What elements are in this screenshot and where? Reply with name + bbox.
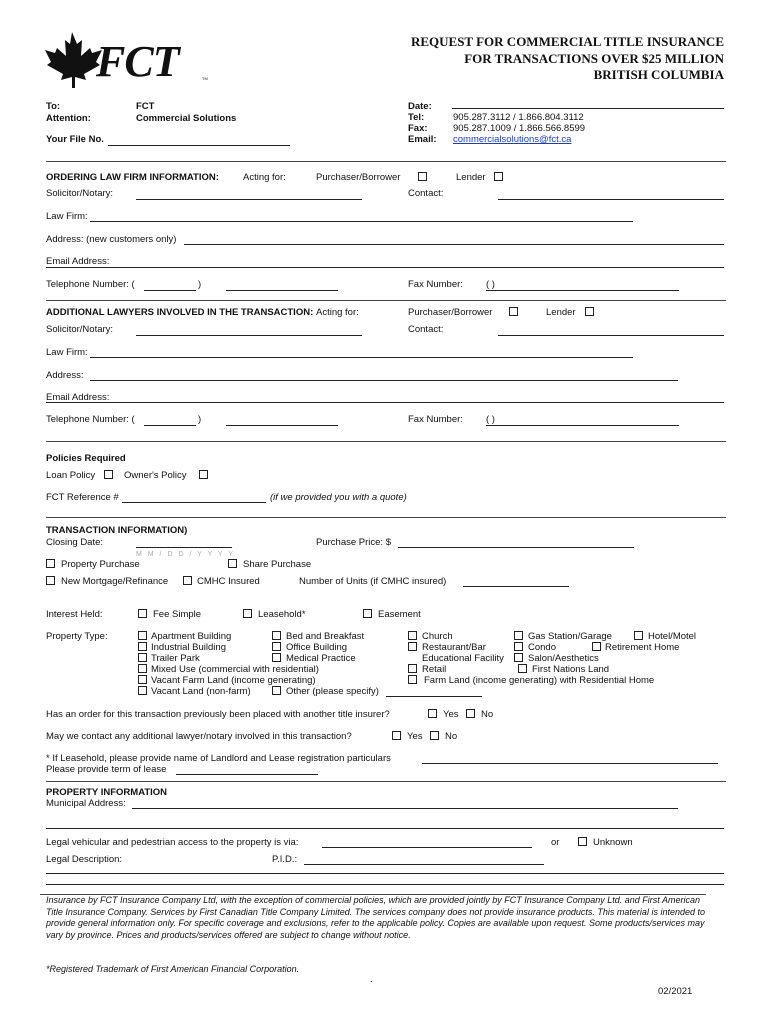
maple-leaf-icon xyxy=(44,30,104,90)
closing-date-field[interactable] xyxy=(136,547,232,548)
restaurant-bar-checkbox[interactable] xyxy=(408,642,417,651)
title-line-3: BRITISH COLUMBIA xyxy=(593,67,724,82)
additional-fax-label: Fax Number: xyxy=(408,414,463,425)
fee-simple-label: Fee Simple xyxy=(153,609,202,620)
purchaser-borrower-checkbox[interactable] xyxy=(418,172,427,181)
closing-date-hint: M M / D D / Y Y Y Y xyxy=(136,551,235,558)
closing-date-label: Closing Date: xyxy=(46,537,104,548)
property-type-label: Property Type: xyxy=(46,631,108,642)
church-label: Church xyxy=(422,631,453,642)
logo-trademark: TM xyxy=(202,76,208,81)
church-checkbox[interactable] xyxy=(408,631,417,640)
access-label: Legal vehicular and pedestrian access to the property is via: xyxy=(46,837,299,848)
additional-telephone-close-paren: ) xyxy=(198,414,202,425)
prior-order-yes-checkbox[interactable] xyxy=(428,709,437,718)
divider xyxy=(46,161,726,162)
attention-value: Commercial Solutions xyxy=(136,113,237,124)
solicitor-label: Solicitor/Notary: xyxy=(46,188,114,199)
farm-land-residential-checkbox[interactable] xyxy=(408,675,417,684)
easement-label: Easement xyxy=(378,609,421,620)
apartment-building-label: Apartment Building xyxy=(151,631,232,642)
title-line-1: REQUEST FOR COMMERCIAL TITLE INSURANCE xyxy=(410,34,724,49)
contact-lawyer-question: May we contact any additional lawyer/notary involved in this transaction? xyxy=(46,731,352,742)
municipal-address-label: Municipal Address: xyxy=(46,798,126,809)
municipal-address-field-2[interactable] xyxy=(46,828,724,829)
share-purchase-checkbox[interactable] xyxy=(228,559,237,568)
leasehold-label: Leasehold* xyxy=(258,609,306,620)
restaurant-bar-label: Restaurant/Bar xyxy=(422,642,486,653)
pid-label: P.I.D.: xyxy=(272,854,298,865)
office-building-checkbox[interactable] xyxy=(272,642,281,651)
additional-contact-label: Contact: xyxy=(408,324,444,335)
additional-purchaser-checkbox[interactable] xyxy=(509,307,518,316)
purchase-price-field[interactable] xyxy=(398,547,634,548)
contact-label: Contact: xyxy=(408,188,444,199)
access-field[interactable] xyxy=(322,847,532,848)
email-address-label: Email Address: xyxy=(46,256,110,267)
other-checkbox[interactable] xyxy=(272,686,281,695)
additional-lender-checkbox[interactable] xyxy=(585,307,594,316)
additional-lender-label: Lender xyxy=(546,307,576,318)
file-no-label: Your File No. xyxy=(46,134,104,145)
vacant-farm-land-label: Vacant Farm Land (income generating) xyxy=(151,675,316,686)
additional-fax-paren: ( ) xyxy=(486,414,495,425)
tel-label: Tel: xyxy=(408,112,425,123)
law-firm-label: Law Firm: xyxy=(46,211,88,222)
lender-checkbox[interactable] xyxy=(494,172,503,181)
additional-telephone-number-field[interactable] xyxy=(226,425,338,426)
legal-description-field-2[interactable] xyxy=(46,884,724,885)
retail-label: Retail xyxy=(422,664,447,675)
footer-dot: . xyxy=(370,974,373,984)
purchaser-borrower-label: Purchaser/Borrower xyxy=(316,172,401,183)
cmhc-insured-checkbox[interactable] xyxy=(183,576,192,585)
contact-lawyer-no-label: No xyxy=(445,731,458,742)
additional-telephone-label: Telephone Number: ( xyxy=(46,414,135,425)
trailer-park-label: Trailer Park xyxy=(151,653,200,664)
telephone-area-field[interactable] xyxy=(144,290,196,291)
leasehold-note: * If Leasehold, please provide name of Landlord and Lease registration particulars xyxy=(46,753,391,764)
attention-label: Attention: xyxy=(46,113,91,124)
additional-acting-for-label: Acting for: xyxy=(316,307,359,318)
policies-heading: Policies Required xyxy=(46,453,126,464)
contact-field[interactable] xyxy=(498,199,724,200)
prior-order-question: Has an order for this transaction previously been placed with another title insurer? xyxy=(46,709,390,720)
first-nations-land-checkbox[interactable] xyxy=(518,664,527,673)
address-field[interactable] xyxy=(184,244,724,245)
date-field[interactable] xyxy=(452,108,724,109)
other-field[interactable] xyxy=(386,696,482,697)
title-line-2: FOR TRANSACTIONS OVER $25 MILLION xyxy=(464,51,724,66)
additional-telephone-area-field[interactable] xyxy=(144,425,196,426)
retail-checkbox[interactable] xyxy=(408,664,417,673)
law-firm-heading: ORDERING LAW FIRM INFORMATION: xyxy=(46,172,219,183)
additional-solicitor-label: Solicitor/Notary: xyxy=(46,324,114,335)
additional-email-label: Email Address: xyxy=(46,392,110,403)
medical-practice-label: Medical Practice xyxy=(286,653,356,664)
fax-value: 905.287.1009 / 1.866.566.8599 xyxy=(453,123,586,134)
prior-order-yes-label: Yes xyxy=(443,709,459,720)
units-label: Number of Units (if CMHC insured) xyxy=(299,576,447,587)
email-address-field[interactable] xyxy=(46,267,724,268)
owners-policy-checkbox[interactable] xyxy=(199,470,208,479)
leasehold-checkbox[interactable] xyxy=(243,609,252,618)
purchase-price-label: Purchase Price: $ xyxy=(316,537,391,548)
hotel-motel-label: Hotel/Motel xyxy=(648,631,697,642)
lender-label: Lender xyxy=(456,172,486,183)
salon-aesthetics-checkbox[interactable] xyxy=(514,653,523,662)
date-label: Date: xyxy=(408,101,432,112)
additional-address-field[interactable] xyxy=(90,380,678,381)
new-mortgage-label: New Mortgage/Refinance xyxy=(61,576,169,587)
telephone-close-paren: ) xyxy=(198,279,202,290)
additional-fax-field[interactable] xyxy=(486,425,679,426)
municipal-address-field[interactable] xyxy=(132,808,678,809)
tel-value: 905.287.3112 / 1.866.804.3112 xyxy=(453,112,584,123)
additional-solicitor-field[interactable] xyxy=(136,335,362,336)
contact-lawyer-no-checkbox[interactable] xyxy=(430,731,439,740)
to-label: To: xyxy=(46,101,61,112)
transaction-heading: TRANSACTION INFORMATION) xyxy=(46,525,188,536)
trademark-note: *Registered Trademark of First American Financial Corporation. xyxy=(46,964,300,974)
acting-for-label: Acting for: xyxy=(243,172,286,183)
condo-checkbox[interactable] xyxy=(514,642,523,651)
telephone-label: Telephone Number: ( xyxy=(46,279,135,290)
property-info-heading: PROPERTY INFORMATION xyxy=(46,787,168,798)
farm-land-residential-label: Farm Land (income generating) with Residential Home xyxy=(424,675,655,686)
to-value: FCT xyxy=(136,101,155,112)
loan-policy-label: Loan Policy xyxy=(46,470,96,481)
other-label: Other (please specify) xyxy=(286,686,379,697)
mixed-use-label: Mixed Use (commercial with residential) xyxy=(151,664,319,675)
additional-lawyers-heading: ADDITIONAL LAWYERS INVOLVED IN THE TRANSACTION: xyxy=(46,307,314,318)
form-version: 02/2021 xyxy=(658,986,693,997)
legal-description-label: Legal Description: xyxy=(46,854,123,865)
property-purchase-label: Property Purchase xyxy=(61,559,140,570)
interest-held-label: Interest Held: xyxy=(46,609,103,620)
lease-term-field[interactable] xyxy=(176,774,318,775)
additional-contact-field[interactable] xyxy=(498,335,724,336)
gas-station-checkbox[interactable] xyxy=(514,631,523,640)
property-purchase-checkbox[interactable] xyxy=(46,559,55,568)
additional-law-firm-field[interactable] xyxy=(90,357,633,358)
apartment-building-checkbox[interactable] xyxy=(138,631,147,640)
email-link[interactable]: commercialsolutions@fct.ca xyxy=(453,134,572,145)
fct-logo xyxy=(44,30,214,92)
fct-reference-label: FCT Reference # xyxy=(46,492,119,503)
contact-lawyer-yes-checkbox[interactable] xyxy=(392,731,401,740)
vacant-land-checkbox[interactable] xyxy=(138,686,147,695)
address-label: Address: (new customers only) xyxy=(46,234,177,245)
prior-order-no-label: No xyxy=(481,709,494,720)
fax-number-label: Fax Number: xyxy=(408,279,463,290)
additional-email-field[interactable] xyxy=(46,402,724,403)
telephone-number-field[interactable] xyxy=(226,290,338,291)
retirement-home-checkbox[interactable] xyxy=(592,642,601,651)
fax-area-paren: ( ) xyxy=(486,279,495,290)
divider xyxy=(46,517,726,518)
lease-term-label: Please provide term of lease xyxy=(46,764,167,775)
divider xyxy=(46,300,726,301)
insurance-disclaimer: Insurance by FCT Insurance Company Ltd, with the exception of commercial policies, which are provided jointly by FCT Insurance Company Ltd. and First American Title Insurance Company. Services by First Canadian Title Company Limited. The services company does not provide insurance products. This material is intended to provide general information only. For specific coverage and exclusions, refer to the applicable policy. Copies are available upon request. Some products/services may vary by province. Prices and products/services offered are subject to change without notice. xyxy=(46,895,705,940)
units-field[interactable] xyxy=(463,586,569,587)
educational-facility-label: Educational Facility xyxy=(422,653,504,664)
hotel-motel-checkbox[interactable] xyxy=(634,631,643,640)
fax-number-field[interactable] xyxy=(486,290,679,291)
leasehold-particulars-field[interactable] xyxy=(422,763,718,764)
condo-label: Condo xyxy=(528,642,556,653)
file-no-field[interactable] xyxy=(108,145,290,146)
fct-reference-note: (if we provided you with a quote) xyxy=(270,492,407,503)
fct-reference-field[interactable] xyxy=(122,502,266,503)
salon-aesthetics-label: Salon/Aesthetics xyxy=(528,653,599,664)
divider xyxy=(46,441,726,442)
share-purchase-label: Share Purchase xyxy=(243,559,312,570)
access-unknown-checkbox[interactable] xyxy=(578,837,587,846)
trailer-park-checkbox[interactable] xyxy=(138,653,147,662)
owners-policy-label: Owner's Policy xyxy=(124,470,187,481)
access-or-label: or xyxy=(551,837,560,848)
vacant-farm-land-checkbox[interactable] xyxy=(138,675,147,684)
legal-description-field[interactable] xyxy=(46,873,724,874)
additional-purchaser-label: Purchaser/Borrower xyxy=(408,307,493,318)
medical-practice-checkbox[interactable] xyxy=(272,653,281,662)
logo-text: FCT xyxy=(96,37,179,86)
first-nations-land-label: First Nations Land xyxy=(532,664,610,675)
industrial-building-label: Industrial Building xyxy=(151,642,226,653)
fee-simple-checkbox[interactable] xyxy=(138,609,147,618)
vacant-land-label: Vacant Land (non-farm) xyxy=(151,686,251,697)
bed-and-breakfast-checkbox[interactable] xyxy=(272,631,281,640)
easement-checkbox[interactable] xyxy=(363,609,372,618)
new-mortgage-checkbox[interactable] xyxy=(46,576,55,585)
law-firm-field[interactable] xyxy=(90,221,633,222)
office-building-label: Office Building xyxy=(286,642,348,653)
contact-lawyer-yes-label: Yes xyxy=(407,731,423,742)
mixed-use-checkbox[interactable] xyxy=(138,664,147,673)
divider xyxy=(46,781,726,782)
retirement-home-label: Retirement Home xyxy=(605,642,680,653)
access-unknown-label: Unknown xyxy=(593,837,633,848)
prior-order-no-checkbox[interactable] xyxy=(466,709,475,718)
pid-field[interactable] xyxy=(304,864,544,865)
email-label: Email: xyxy=(408,134,437,145)
industrial-building-checkbox[interactable] xyxy=(138,642,147,651)
cmhc-insured-label: CMHC Insured xyxy=(197,576,260,587)
gas-station-label: Gas Station/Garage xyxy=(528,631,612,642)
solicitor-field[interactable] xyxy=(136,199,362,200)
additional-law-firm-label: Law Firm: xyxy=(46,347,88,358)
loan-policy-checkbox[interactable] xyxy=(104,470,113,479)
fax-label: Fax: xyxy=(408,123,428,134)
bed-and-breakfast-label: Bed and Breakfast xyxy=(286,631,365,642)
additional-address-label: Address: xyxy=(46,370,84,381)
